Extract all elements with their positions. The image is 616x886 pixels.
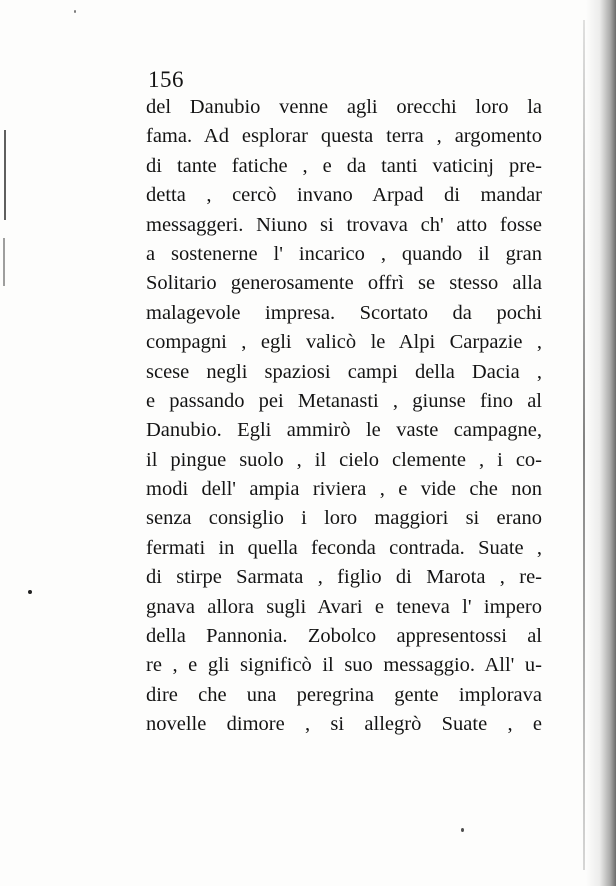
page-edge-line bbox=[583, 20, 585, 870]
text-line: di stirpe Sarmata , figlio di Marota , re- bbox=[146, 566, 542, 589]
text-line: messaggeri. Niuno si trovava ch' atto fosse bbox=[146, 213, 542, 236]
text-line: novelle dimore , si allegrò Suate , e bbox=[146, 713, 542, 736]
text-line: scese negli spaziosi campi della Dacia , bbox=[146, 360, 542, 383]
text-line: del Danubio venne agli orecchi loro la bbox=[146, 96, 542, 118]
text-line: il pingue suolo , il cielo clemente , i co- bbox=[146, 448, 542, 471]
page-number: 156 bbox=[148, 67, 184, 92]
text-line: di tante fatiche , e da tanti vaticinj pre- bbox=[146, 154, 542, 177]
text-line: senza consiglio i loro maggiori si erano bbox=[146, 507, 542, 530]
left-edge-mark-lower bbox=[3, 238, 5, 286]
text-line: re , e gli significò il suo messaggio. All' u- bbox=[146, 654, 542, 677]
text-line: della Pannonia. Zobolco appresentossi al bbox=[146, 625, 542, 648]
text-line: fermati in quella feconda contrada. Suate , bbox=[146, 536, 542, 559]
binding-shadow bbox=[586, 0, 616, 886]
left-edge-mark bbox=[4, 130, 6, 220]
ink-speck bbox=[28, 590, 32, 594]
ink-speck bbox=[461, 828, 464, 832]
ink-speck bbox=[74, 10, 76, 13]
text-line: a sostenerne l' incarico , quando il gran bbox=[146, 242, 542, 265]
text-line: gnava allora sugli Avari e teneva l' impero bbox=[146, 595, 542, 618]
text-line: dire che una peregrina gente implorava bbox=[146, 683, 542, 706]
text-line: fama. Ad esplorar questa terra , argomento bbox=[146, 125, 542, 148]
text-line: detta , cercò invano Arpad di mandar bbox=[146, 184, 542, 207]
text-line: e passando pei Metanasti , giunse fino al bbox=[146, 389, 542, 412]
text-line: Danubio. Egli ammirò le vaste campagne, bbox=[146, 419, 542, 442]
body-text bbox=[146, 93, 542, 740]
text-line: malagevole impresa. Scortato da pochi bbox=[146, 301, 542, 324]
text-line: compagni , egli valicò le Alpi Carpazie , bbox=[146, 331, 542, 354]
text-line: modi dell' ampia riviera , e vide che non bbox=[146, 478, 542, 501]
text-line: Solitario generosamente offrì se stesso alla bbox=[146, 272, 542, 295]
